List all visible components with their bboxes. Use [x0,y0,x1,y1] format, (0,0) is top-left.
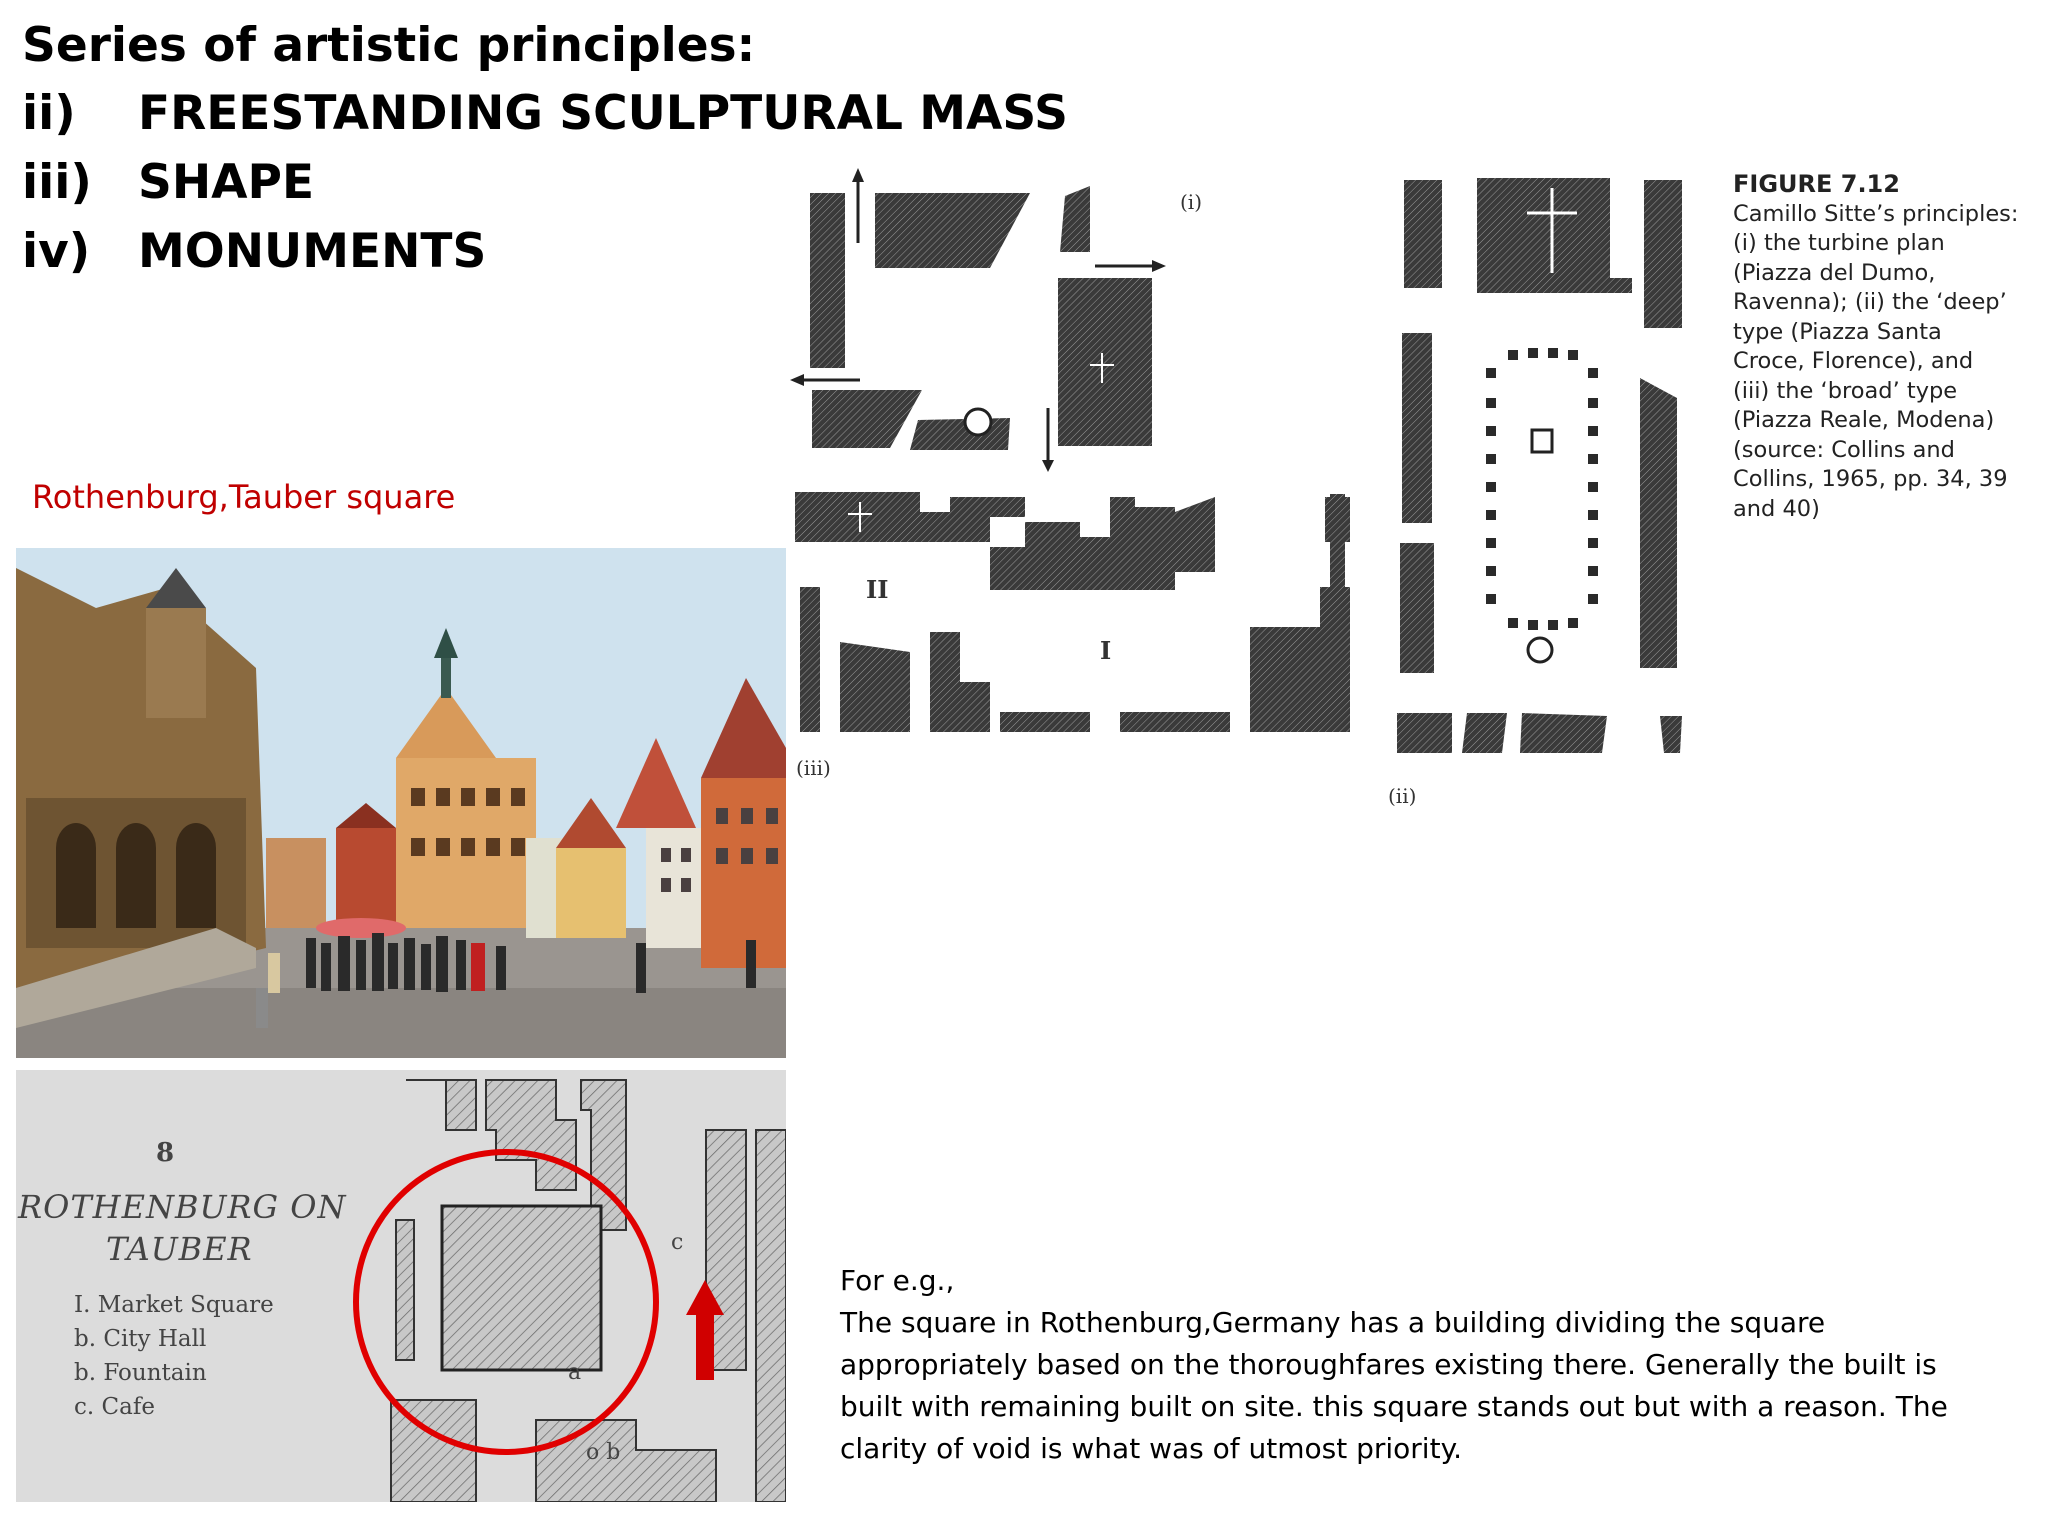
principle-item-iv [22,224,486,279]
map-legend-item: I. Market Square [74,1292,274,1318]
paragraph-line: clarity of void is what was of utmost priority. [840,1432,1463,1465]
principle-label: FREESTANDING SCULPTURAL MASS [138,86,1068,141]
principle-label: SHAPE [138,155,315,210]
map-label-c: c [671,1230,684,1255]
principle-number: iii) [22,155,92,210]
plan-turbine [790,168,1170,472]
map-title-line2: TAUBER [106,1230,253,1268]
figure-caption-line: (Piazza Reale, Modena) [1733,407,1995,433]
figure-caption-line: Ravenna); (ii) the ‘deep’ [1733,289,2007,315]
principle-number: ii) [22,86,76,141]
map-label-a: a [568,1360,582,1385]
principle-label: MONUMENTS [138,224,487,279]
map-legend-item: b. City Hall [74,1326,207,1352]
figure-caption-line: Camillo Sitte’s principles: [1733,200,2019,227]
north-arrow-shaft [696,1310,714,1380]
plan-label-i: (i) [1180,190,1203,214]
plan-label-roman-two: II [866,575,889,604]
figure-caption-line: Collins, 1965, pp. 34, 39 [1733,466,2008,492]
figure-caption-line: Croce, Florence), and [1733,348,1974,374]
paragraph-line: The square in Rothenburg,Germany has a building dividing the square [840,1306,1826,1339]
principle-item-iii [22,155,314,210]
plan-label-roman-one: I [1100,636,1112,665]
principle-number: iv) [22,224,91,279]
plan-label-ii: (ii) [1388,784,1417,808]
figure-caption [1733,170,2033,524]
figure-caption-line: type (Piazza Santa [1733,318,1942,345]
map-legend-item: c. Cafe [74,1394,155,1420]
map-graphic [16,1070,786,1502]
map-legend [74,1288,274,1424]
rothenburg-map [16,1070,786,1502]
paragraph-line: appropriately based on the thoroughfares existing there. Generally the built is [840,1348,1937,1381]
example-paragraph [840,1260,1990,1470]
figure-caption-line: (Piazza del Dumo, [1733,259,1936,286]
map-label-ob: o b [586,1440,621,1465]
slide-title: Series of artistic principles: [22,18,756,73]
map-page-number: 8 [156,1138,175,1168]
plan-deep [1392,168,1692,768]
figure-caption-line: (i) the turbine plan [1733,230,1945,256]
figure-caption-line: (source: Collins and [1733,436,1955,463]
map-legend-item: b. Fountain [74,1360,207,1386]
plan-broad [790,482,1350,782]
figure-caption-line: (iii) the ‘broad’ type [1733,377,1958,404]
map-title-line1: ROTHENBURG ON [18,1188,347,1226]
paragraph-line: For e.g., [840,1264,955,1297]
plan-label-iii: (iii) [796,756,831,780]
paragraph-line: built with remaining built on site. this square stands out but with a reason. The [840,1390,1948,1423]
principle-item-ii [22,86,1068,141]
rothenburg-square-photo [16,548,786,1058]
photo-caption: Rothenburg,Tauber square [32,478,456,516]
figure-label: FIGURE 7.12 [1733,170,1900,198]
figure-caption-line: and 40) [1733,495,1820,522]
